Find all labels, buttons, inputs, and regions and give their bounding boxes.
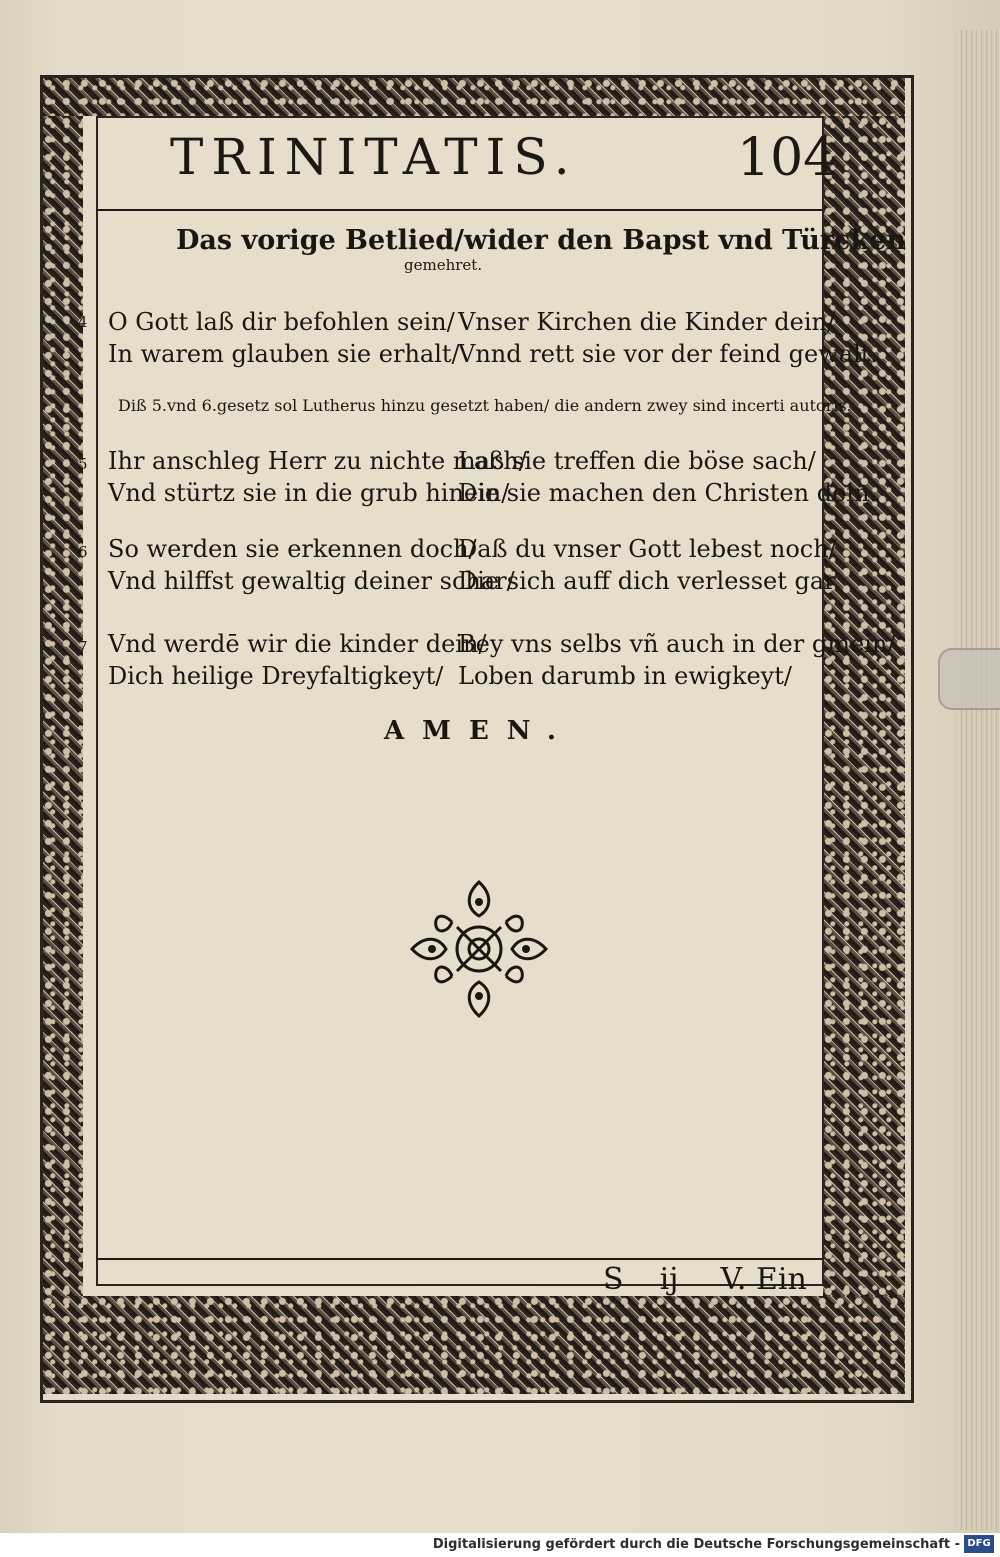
verse-line: In warem glauben sie erhalt/ <box>108 340 460 368</box>
amen-closing: AMEN. <box>384 716 574 746</box>
woodcut-border-top <box>43 78 905 116</box>
authorship-note: Diß 5.vnd 6.gesetz sol Lutherus hinzu gesetzt haben/ die andern zwey sind incerti autoris. <box>118 396 852 415</box>
dfg-logo-icon: DFG <box>964 1535 994 1553</box>
verse-line: Die sich auff dich verlesset gar. <box>458 567 841 595</box>
hymn-heading: Das vorige Betlied/wider den Bapst vnd Türcken <box>176 225 907 256</box>
fleuron-ornament-icon <box>408 878 550 1020</box>
woodcut-border-bottom <box>43 1296 905 1394</box>
verse-line: Daß du vnser Gott lebest noch/ <box>458 535 837 563</box>
verse-line: Ihr anschleg Herr zu nichte mach/ <box>108 447 527 475</box>
verse-line: Vnnd rett sie vor der feind gewalt. <box>458 340 879 368</box>
verse-line: Loben darumb in ewigkeyt/ <box>458 662 792 690</box>
stanza-number: 4 <box>78 313 88 331</box>
verse-line: Vnd werdē wir die kinder dein/ <box>108 630 487 658</box>
page-edges <box>958 30 1000 1530</box>
header-rule <box>96 209 822 211</box>
running-title: TRINITATIS. <box>170 128 578 186</box>
stanza-number: 5 <box>78 455 88 473</box>
verse-line: Vnd stürtz sie in die grub hinein/ <box>108 479 510 507</box>
stanza-number: 6 <box>78 543 88 561</box>
verse-line: O Gott laß dir befohlen sein/ <box>108 308 455 336</box>
signature-leaf: ij <box>659 1262 679 1297</box>
woodcut-border-left <box>43 116 83 1296</box>
verse-line: Bey vns selbs vñ auch in der gmein/ <box>458 630 896 658</box>
signature-mark: S <box>603 1262 624 1297</box>
verse-line: Laß sie treffen die böse sach/ <box>458 447 816 475</box>
page-number: 104 <box>737 128 837 188</box>
text-block-frame <box>96 116 824 1286</box>
digitization-credit: Digitalisierung gefördert durch die Deutsche Forschungsgemeinschaft - <box>432 1537 960 1552</box>
verse-line: Dich heilige Dreyfaltigkeyt/ <box>108 662 444 690</box>
stanza-number: 7 <box>78 638 88 656</box>
woodcut-border-right <box>823 116 905 1296</box>
catchword: V. Ein <box>720 1262 807 1297</box>
verse-line: So werden sie erkennen doch/ <box>108 535 477 563</box>
signature-line <box>603 1262 807 1297</box>
footer-rule <box>96 1258 822 1260</box>
hymn-heading-continuation: gemehret. <box>404 256 483 274</box>
bookmark-tab <box>938 648 1000 710</box>
verse-line: Vnser Kirchen die Kinder dein/ <box>458 308 836 336</box>
verse-line: Die sie machen den Christen dein. <box>458 479 878 507</box>
verse-line: Vnd hilffst gewaltig deiner schar/ <box>108 567 515 595</box>
